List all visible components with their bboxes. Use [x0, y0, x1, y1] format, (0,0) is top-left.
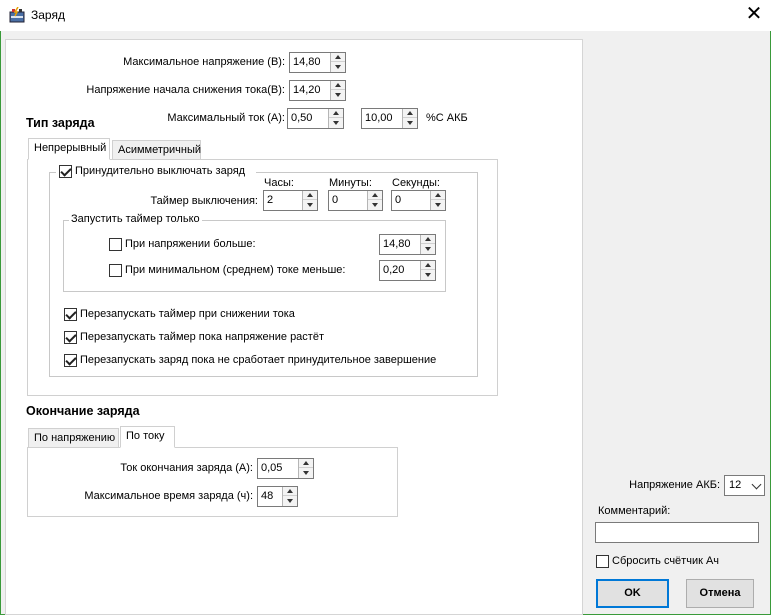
comment-label: Комментарий: — [598, 505, 671, 517]
restart-current-drop-label[interactable]: Перезапускать таймер при снижении тока — [80, 308, 295, 320]
timer-label: Таймер выключения: — [150, 195, 258, 207]
chevron-down-icon[interactable] — [752, 480, 762, 490]
spin-up-icon[interactable] — [331, 53, 345, 62]
current-drop-voltage-spinner[interactable] — [289, 80, 346, 101]
spin-up-icon[interactable] — [331, 81, 345, 90]
max-voltage-value[interactable]: 14,80 — [293, 56, 321, 68]
title-bar[interactable] — [0, 0, 771, 31]
spin-up-icon[interactable] — [303, 191, 317, 200]
tab-by-voltage[interactable]: По напряжению — [28, 428, 119, 448]
spin-up-icon[interactable] — [403, 109, 417, 118]
hours-spinner[interactable] — [263, 190, 318, 211]
cancel-button[interactable]: Отмена — [686, 579, 754, 608]
start-timer-legend: Запустить таймер только — [71, 213, 200, 225]
current-drop-voltage-value[interactable]: 14,20 — [293, 84, 321, 96]
min-current-below-checkbox[interactable] — [109, 264, 122, 277]
app-battery-icon — [9, 7, 25, 23]
restart-until-forced-end-checkbox[interactable] — [64, 354, 77, 367]
seconds-spinner[interactable] — [391, 190, 446, 211]
spin-up-icon[interactable] — [329, 109, 343, 118]
window-title: Заряд — [31, 8, 65, 22]
battery-voltage-value[interactable]: 12 — [729, 479, 742, 491]
current-drop-voltage-label: Напряжение начала снижения тока(В): — [86, 84, 285, 96]
charge-end-tabpage — [27, 447, 398, 517]
end-current-label: Ток окончания заряда (А): — [120, 462, 253, 474]
max-time-label: Максимальное время заряда (ч): — [84, 490, 253, 502]
force-off-label[interactable]: Принудительно выключать заряд — [75, 165, 246, 177]
battery-voltage-select[interactable] — [724, 475, 765, 496]
max-current-a-value[interactable]: 0,50 — [291, 112, 313, 124]
charge-type-title: Тип заряда — [26, 116, 95, 130]
seconds-label: Секунды: — [392, 177, 440, 189]
min-current-below-label[interactable]: При минимальном (среднем) токе меньше: — [125, 264, 346, 276]
spin-up-icon[interactable] — [421, 261, 435, 270]
tab-continuous[interactable]: Непрерывный — [28, 138, 110, 160]
ok-button[interactable]: OK — [596, 579, 669, 608]
spin-down-icon[interactable] — [299, 468, 313, 477]
max-current-unit: %С АКБ — [426, 112, 468, 124]
spin-down-icon[interactable] — [331, 62, 345, 71]
spin-down-icon[interactable] — [431, 200, 445, 209]
spin-down-icon[interactable] — [403, 118, 417, 127]
tab-by-current[interactable]: По току — [120, 426, 175, 448]
reset-counter-label[interactable]: Сбросить счётчик Ач — [612, 555, 720, 567]
reset-counter-checkbox[interactable] — [596, 555, 609, 568]
spin-down-icon[interactable] — [329, 118, 343, 127]
restart-until-forced-end-label[interactable]: Перезапускать заряд пока не сработает принудительное завершение — [80, 354, 437, 366]
voltage-above-spinner[interactable] — [379, 234, 436, 255]
max-time-spinner[interactable] — [257, 486, 298, 507]
spin-down-icon[interactable] — [421, 244, 435, 253]
minutes-spinner[interactable] — [328, 190, 383, 211]
min-current-below-value[interactable]: 0,20 — [383, 264, 405, 276]
charge-end-title: Окончание заряда — [26, 404, 140, 418]
restart-voltage-rises-label[interactable]: Перезапускать таймер пока напряжение растёт — [80, 331, 324, 343]
max-current-pct-spinner[interactable] — [361, 108, 418, 129]
hours-label: Часы: — [264, 177, 294, 189]
force-off-checkbox[interactable] — [59, 165, 72, 178]
tab-asymmetric[interactable]: Асимметричный — [112, 140, 201, 160]
spin-down-icon[interactable] — [421, 270, 435, 279]
comment-input[interactable] — [595, 522, 759, 543]
restart-current-drop-checkbox[interactable] — [64, 308, 77, 321]
max-voltage-spinner[interactable] — [289, 52, 346, 73]
max-current-pct-value[interactable]: 10,00 — [365, 112, 393, 124]
voltage-above-label[interactable]: При напряжении больше: — [125, 238, 256, 250]
minutes-label: Минуты: — [329, 177, 372, 189]
spin-up-icon[interactable] — [283, 487, 297, 496]
end-current-value[interactable]: 0,05 — [261, 462, 283, 474]
start-timer-group — [63, 220, 446, 292]
spin-down-icon[interactable] — [331, 90, 345, 99]
spin-up-icon[interactable] — [421, 235, 435, 244]
spin-up-icon[interactable] — [368, 191, 382, 200]
end-current-spinner[interactable] — [257, 458, 314, 479]
max-voltage-label: Максимальное напряжение (В): — [123, 56, 285, 68]
spin-up-icon[interactable] — [299, 459, 313, 468]
max-current-label: Максимальный ток (А): — [167, 112, 285, 124]
minutes-value[interactable]: 0 — [332, 194, 339, 206]
hours-value[interactable]: 2 — [267, 194, 274, 206]
seconds-value[interactable]: 0 — [395, 194, 402, 206]
voltage-above-value[interactable]: 14,80 — [383, 238, 411, 250]
close-button[interactable]: ✕ — [745, 3, 763, 25]
spin-down-icon[interactable] — [283, 496, 297, 505]
spin-down-icon[interactable] — [303, 200, 317, 209]
battery-voltage-label: Напряжение АКБ: — [629, 479, 720, 491]
max-time-value[interactable]: 48 — [261, 490, 274, 502]
spin-down-icon[interactable] — [368, 200, 382, 209]
min-current-below-spinner[interactable] — [379, 260, 436, 281]
restart-voltage-rises-checkbox[interactable] — [64, 331, 77, 344]
max-current-a-spinner[interactable] — [287, 108, 344, 129]
spin-up-icon[interactable] — [431, 191, 445, 200]
voltage-above-checkbox[interactable] — [109, 238, 122, 251]
